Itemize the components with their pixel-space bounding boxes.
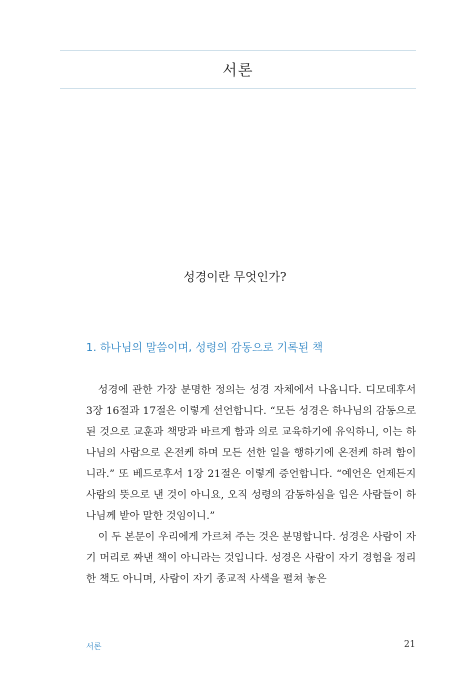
chapter-title: 서론 [222,61,254,79]
running-title: 서론 [86,642,102,651]
section-heading: 성경이란 무엇인가? [183,270,287,284]
bottom-rule [60,88,416,89]
chapter-header [60,50,416,89]
body-text [86,380,416,590]
paragraph-1: 성경에 관한 가장 분명한 정의는 성경 자체에서 나옵니다. 디모데후서 3장 16절과 17절은 이렇게 선언합니다. “모든 성경은 하나님의 감동으로 된 것으로 교훈과 책망과 바르게 함과 의로 교육하기에 유익하니, 이는 하나님의 사람으로 온전케 하며 모든 선한 일을 행하기에 온전케 하려 함이니라.” 또 베드로후서 1장 21절은 이렇게 증언합니다. “예언은 언제든지 사람의 뜻으로 낸 것이 아니요, 오직 성령의 감동하심을 입은 사람들이 하나님께 받아 말한 것임이니.” [86,384,416,522]
paragraph-2: 이 두 본문이 우리에게 가르쳐 주는 것은 분명합니다. 성경은 사람이 자기 머리로 짜낸 책이 아니라는 것입니다. 성경은 사람이 자기 경험을 정리한 책도 아니며, 사람이 자기 종교적 사색을 펼쳐 놓은 [86,531,416,585]
page-number: 21 [404,640,416,650]
subsection-heading: 1. 하나님의 말씀이며, 성령의 감동으로 기록된 책 [86,341,323,354]
